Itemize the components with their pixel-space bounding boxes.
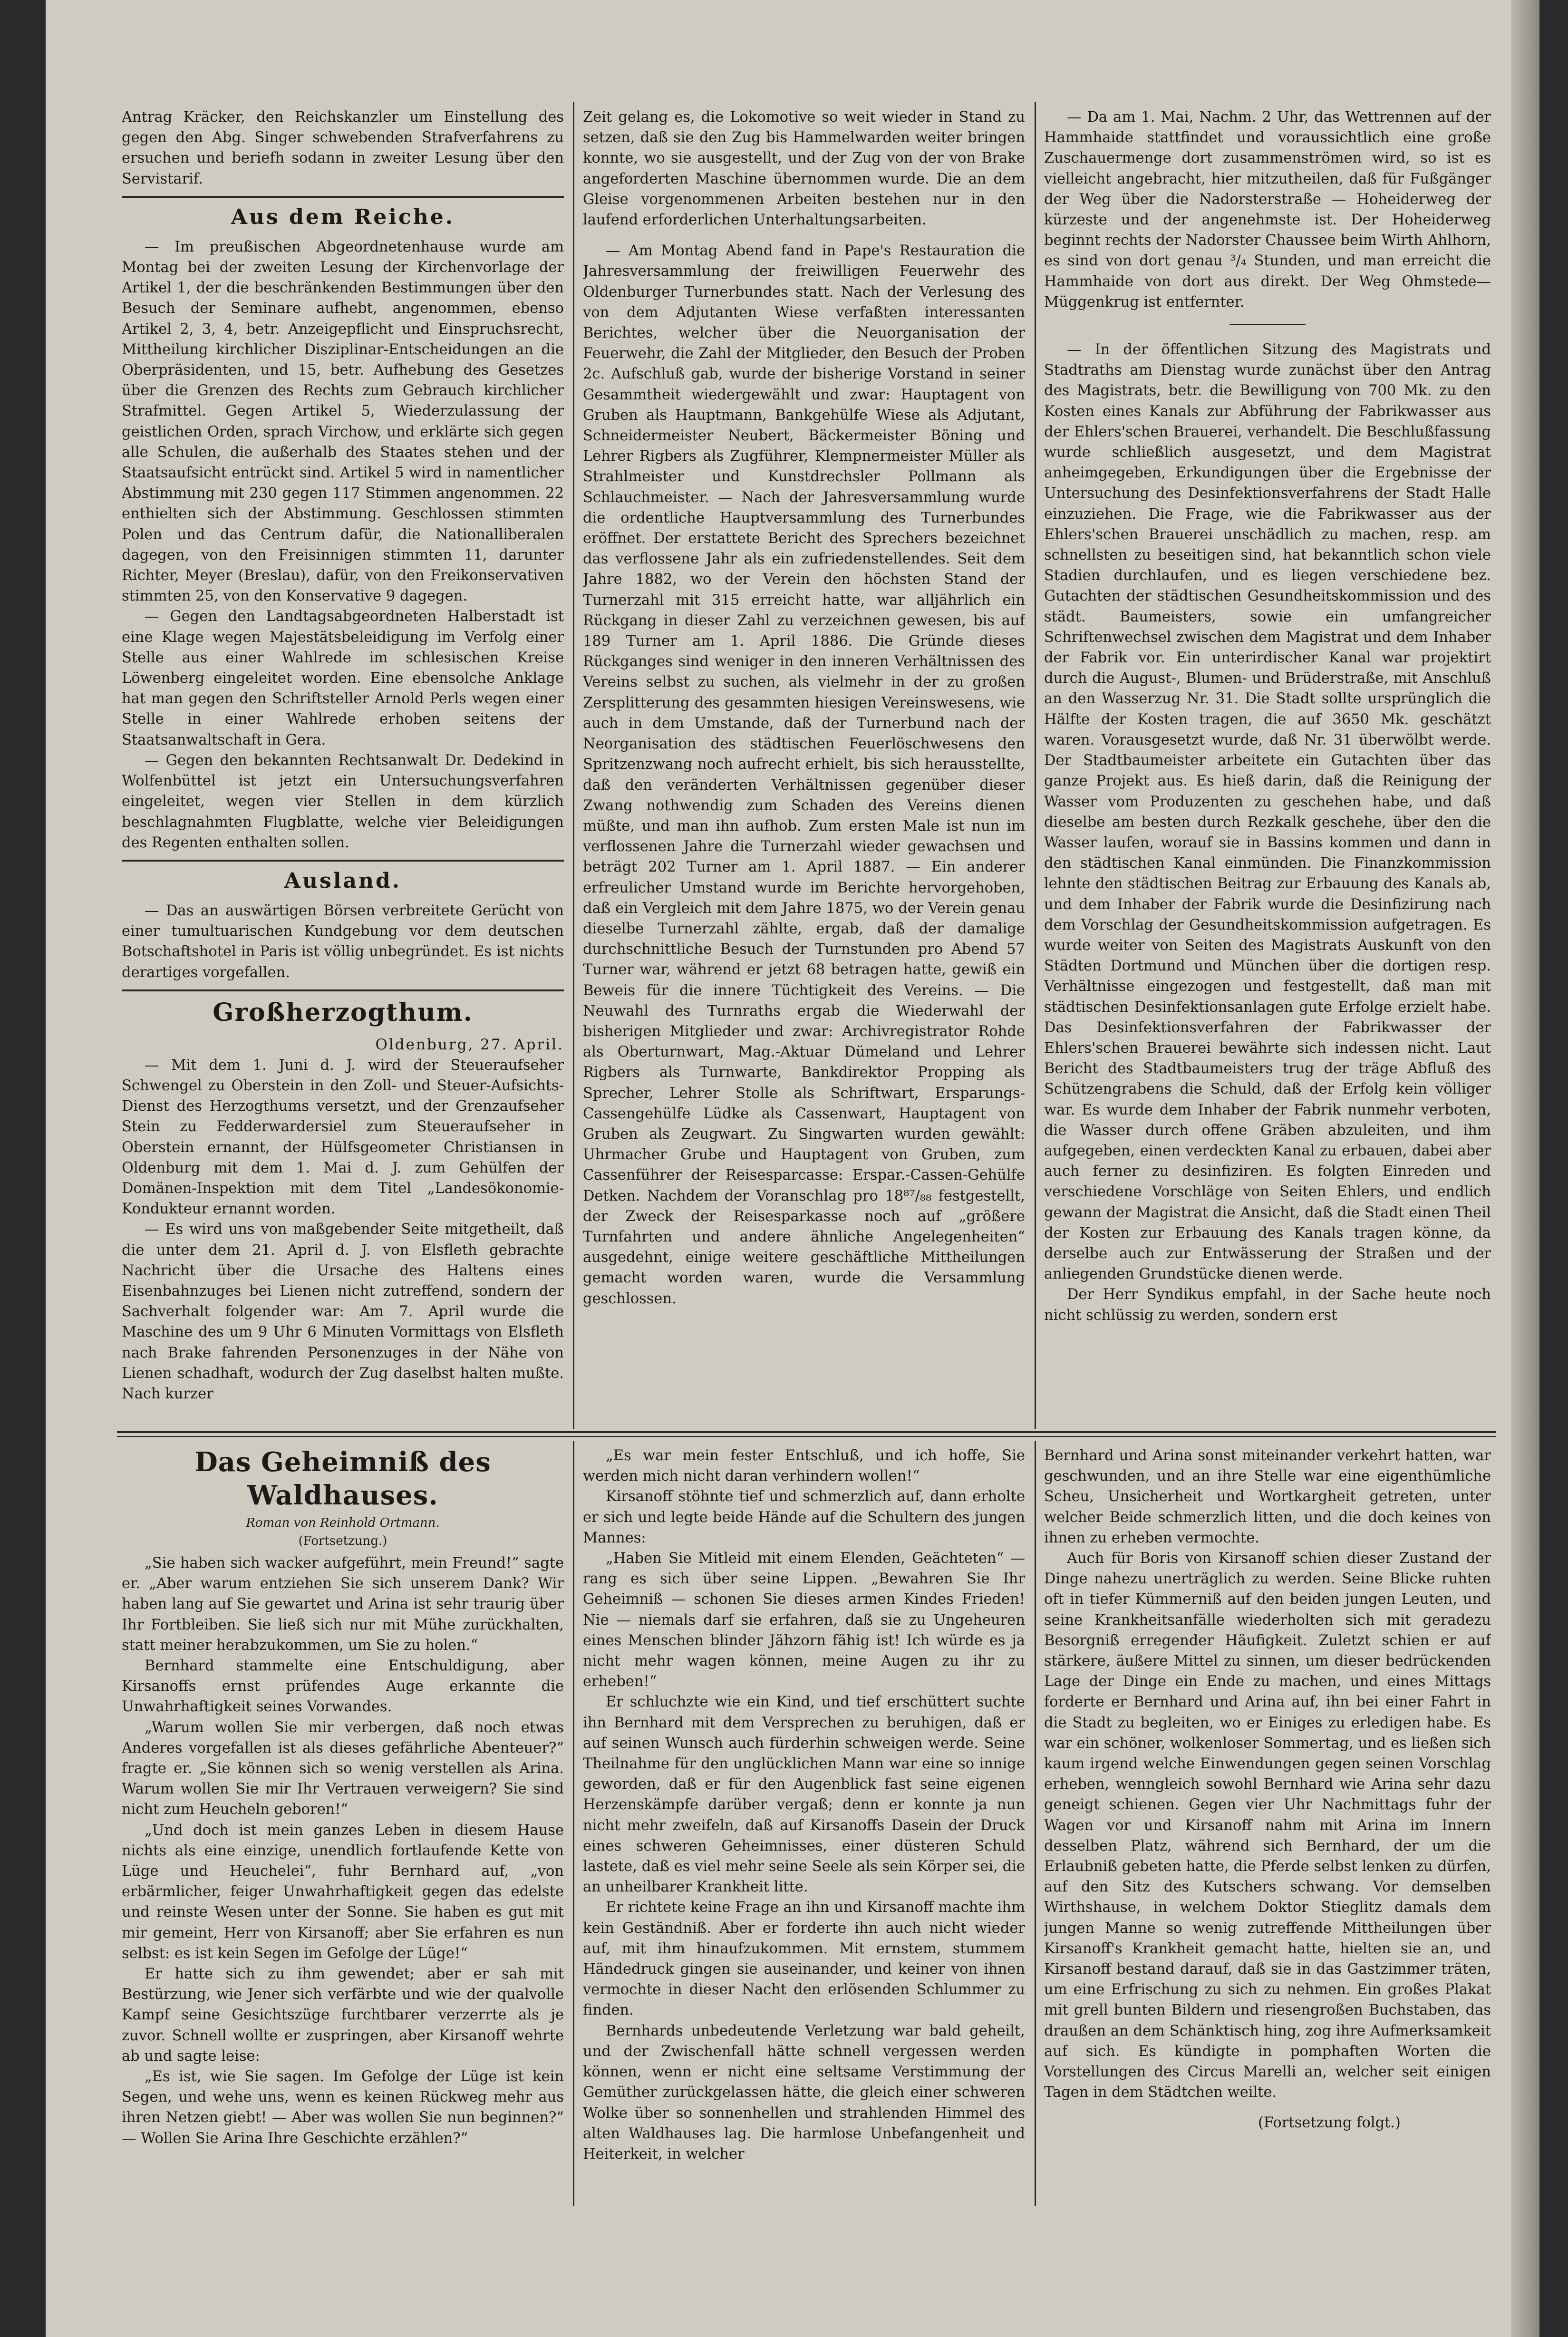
novel-title: Das Geheimniß des Waldhauses. (194, 1446, 491, 1511)
feuilleton-rule (117, 1431, 1496, 1433)
paragraph: „Und doch ist mein ganzes Leben in diesem Hause nichts als eine einzige, unendlich fortlaufende Kette von Lüge und Heuchelei“, fuhr Bernhard auf, „von erbärmlicher, feiger Unwahrhaftigkeit gegen das edelste und reinste Wesen unter der Sonne. Sie haben es gut mit mir gemeint, Herr von Kirsanoff; aber Sie erfahren es nun selbst: es ist kein Segen im Gefolge der Lüge!“ (122, 1822, 564, 1962)
paragraph: „Es war mein fester Entschluß, und ich hoffe, Sie werden mich nicht daran verhindern wollen!“ (583, 1447, 1025, 1485)
page-edge (1511, 0, 1539, 2337)
column-right-top (1044, 107, 1491, 1426)
paragraph: — Da am 1. Mai, Nachm. 2 Uhr, das Wettrennen auf der Hammhaide stattfindet und voraussichtlich eine große Zuschauermenge dort zusammenströmen wird, so ist es vielleicht angebracht, hier mitzutheilen, daß für Fußgänger der Weg über die Nadorsterstraße — Hoheiderweg der kürzeste und der angenehmste ist. Der Hoheiderweg beginnt rechts der Nadorster Chaussee beim Wirth Ahlhorn, es sind von dort genau ³/₄ Stunden, und man erreicht die Hammhaide von dort aus direkt. Der Weg Ohmstede—Müggenkrug ist entfernter. (1044, 109, 1491, 310)
paragraph: — Gegen den bekannten Rechtsanwalt Dr. Dedekind in Wolfenbüttel ist jetzt ein Untersuchungsverfahren eingeleitet, wegen vier Stellen in dem kürzlich beschlagnahmten Flugblatte, welche vier Beleidigungen des Regenten enthalten sollen. (122, 752, 564, 851)
column-rule (1035, 102, 1036, 1429)
column-left-top (122, 107, 564, 1426)
paragraph: „Es ist, wie Sie sagen. Im Gefolge der Lüge ist kein Segen, und wehe uns, wenn es keinen Rückweg mehr aus ihren Netzen giebt! — Aber was wollen Sie nun beginnen?“ — Wollen Sie Arina Ihre Geschichte erzählen?“ (122, 2068, 564, 2147)
paragraph: — Im preußischen Abgeordnetenhause wurde am Montag bei der zweiten Lesung der Kirchenvorlage der Artikel 1, der die beschränkenden Bestimmungen über den Besuch der Seminare aufhebt, angenommen, ebenso Artikel 2, 3, 4, betr. Anzeigepflicht und Einspruchsrecht, Mittheilung kirchlicher Disziplinar-Entscheidungen an die Oberpräsidenten, und 15, betr. Aufhebung des Gesetzes über die Grenzen des Rechts zum Gebrauch kirchlicher Strafmittel. Gegen Artikel 5, Wiederzulassung der geistlichen Orden, sprach Virchow, und erklärte sich gegen alle Schulen, die außerhalb des Staates stehen und der Staatsaufsicht entrückt sind. Artikel 5 wird in namentlicher Abstimmung mit 230 gegen 117 Stimmen angenommen. 22 enthielten sich der Abstimmung. Geschlossen stimmten Polen und das Centrum dafür, die Nationalliberalen dagegen, von den Freisinnigen stimmten 11, darunter Richter, Meyer (Breslau), dafür, von den Freikonservativen stimmten 25, von den Konservative 9 dagegen. (122, 238, 564, 605)
section-heading-reich: Aus dem Reiche. (231, 204, 455, 229)
section-divider (122, 196, 564, 198)
feuilleton-column-right (1044, 1445, 1491, 2206)
feuilleton-rule-thin (117, 1436, 1496, 1437)
paragraph: Bernhards unbedeutende Verletzung war bald geheilt, und der Zwischenfall hätte schnell vergessen werden können, wenn er nicht eine seltsame Verstimmung der Gemüther zurückgelassen hätte, die gleich einer schweren Wolke über so sonnenhellen und strahlenden Himmel des alten Waldhauses lag. Die harmlose Unbefangenheit und Heiterkeit, in welcher (583, 2022, 1025, 2162)
dateline: Oldenburg, 27. April. (375, 1036, 564, 1053)
paragraph: — Es wird uns von maßgebender Seite mitgetheilt, daß die unter dem 21. April d. J. von Elsfleth gebrachte Nachricht über die Ursache des Haltens eines Eisenbahnzuges bei Lienen nicht zutreffend, sondern der Sachverhalt folgender war: Am 7. April wurde die Maschine des um 9 Uhr 6 Minuten Vormittags von Elsfleth nach Brake fahrenden Personenzuges in der Nähe von Lienen schadhaft, wodurch der Zug daselbst halten mußte. Nach kurzer (122, 1221, 564, 1402)
paragraph: — In der öffentlichen Sitzung des Magistrats und Stadtraths am Dienstag wurde zunächst über den Antrag des Magistrats, betr. die Bewilligung von 700 Mk. zu den Kosten eines Kanals zur Abführung der Fabrikwasser aus der Ehlers'schen Brauerei, verhandelt. Die Beschlußfassung wurde schließlich ausgesetzt, und dem Magistrat anheimgegeben, Erkundigungen über die Ergebnisse der Untersuchung des Desinfektionsverfahrens der Stadt Halle einzuziehen. Die Frage, wie die Fabrikwasser aus der Ehlers'schen Brauerei unschädlich zu machen, resp. am schnellsten zu beseitigen sind, hat bekanntlich schon viele Stadien durchlaufen, und es liegen verschiedene bez. Gutachten der städtischen Gesundheitskommission und des städt. Baumeisters, sowie ein umfangreicher Schriftenwechsel zwischen dem Magistrat und dem Inhaber der Fabrik vor. Ein unterirdischer Kanal war projektirt durch die August-, Blumen- und Brüderstraße, mit Anschluß an den Wasserzug Nr. 31. Die Stadt sollte ursprünglich die Hälfte der Kosten tragen, die auf 3650 Mk. geschätzt waren. Vorausgesetzt wurde, daß Nr. 31 überwölbt werde. Der Stadtbaumeister arbeitete ein Gutachten über das ganze Projekt aus. Es hieß darin, daß die Reinigung der Wasser vom Produzenten zu geschehen habe, und daß dieselbe am besten durch Rezkalk geschehe, über den die Wasser laufen, worauf sie in Bassins kommen und dann in den städtischen Kanal einmünden. Die Finanzkommission lehnte den städtischen Beitrag zur Erbauung des Kanals ab, und dem Inhaber der Fabrik wurde die Desinfizirung nach dem Vorschlag der Gesundheitskommission aufgetragen. Es wurde weiter von Seiten des Magistrats Auskunft von den Städten Dortmund und München über die dortigen resp. Verhältnisse eingezogen und festgestellt, daß man mit städtischen Desinfektionsanlagen gute Erfolge erzielt habe. Das Desinfektionsverfahren der Fabrikwasser der Ehlers'schen Brauerei bewährte sich indessen nicht. Laut Bericht des Stadtbaumeisters trug der träge Abfluß des Schützengrabens die Schuld, daß der Erfolg kein völliger war. Es wurde dem Inhaber der Fabrik nunmehr verboten, die Wasser durch offene Gräben abzuleiten, und ihm aufgegeben, einen verdeckten Kanal zu erbauen, dabei aber auch ferner zu desinfiziren. Es folgten Einreden und verschiedene Vorschläge von Seiten Ehlers, und endlich gewann der Magistrat die Ansicht, daß die Stadt einen Theil der Kosten zur Erbauung des Kanals tragen könne, da derselbe auch zur Entwässerung der Straßen und der anliegenden Grundstücke dienen werde. (1044, 341, 1491, 1283)
paragraph: Der Herr Syndikus empfahl, in der Sache heute noch nicht schlüssig zu werden, sondern erst (1044, 1286, 1491, 1324)
column-middle-top (583, 107, 1025, 1426)
column-rule (573, 1441, 574, 2206)
short-divider (1229, 324, 1306, 325)
paragraph: „Haben Sie Mitleid mit einem Elenden, Geächteten“ — rang es sich über seine Lippen. „Bewahren Sie Ihr Geheimniß — schonen Sie dieses armen Kindes Frieden! Nie — niemals darf sie erfahren, daß sie zu Ungeheuren eines Menschen blinder Jähzorn fähig ist! Ich würde es ja nicht mehr wagen können, meine Augen zu ihr zu erheben!“ (583, 1550, 1025, 1690)
paragraph: Kirsanoff stöhnte tief und schmerzlich auf, dann erholte er sich und legte beide Hände auf die Schultern des jungen Mannes: (583, 1488, 1025, 1546)
byline: Roman von Reinhold Ortmann. (246, 1516, 440, 1530)
section-heading-ausland: Ausland. (284, 868, 402, 893)
paragraph: — Das an auswärtigen Börsen verbreitete Gerücht von einer tumultuarischen Kundgebung vor dem deutschen Botschaftshotel in Paris ist völlig unbegründet. Es ist nichts derartiges vorgefallen. (122, 902, 564, 981)
paragraph: „Sie haben sich wacker aufgeführt, mein Freund!“ sagte er. „Aber warum entziehen Sie sich unserem Dank? Wir haben lang auf Sie gewartet und Arina ist sehr traurig über Ihr Fortbleiben. Sie ließ sich nur mit Mühe zurückhalten, statt meiner herabzukommen, um Sie zu holen.“ (122, 1555, 564, 1654)
paragraph: — Mit dem 1. Juni d. J. wird der Steueraufseher Schwengel zu Oberstein in den Zoll- und Steuer-Aufsichts-Dienst des Herzogthums versetzt, und der Grenzaufseher Stein zu Fedderwardersiel zum Steueraufseher in Oberstein ernannt, der Hülfsgeometer Christiansen in Oldenburg mit dem 1. Mai d. J. zum Gehülfen der Domänen-Inspektion mit dem Titel „Landesökonomie-Kondukteur ernannt worden. (122, 1057, 564, 1218)
paragraph: Auch für Boris von Kirsanoff schien dieser Zustand der Dinge nahezu unerträglich zu werden. Seine Blicke ruhten oft in tiefer Kümmerniß auf den beiden jungen Leuten, und seine Krankheitsanfälle wiederholten sich mit geradezu Besorgniß erregender Häufigkeit. Zuletzt schien er auf stärkere, äußere Mittel zu sinnen, um dieser bedrückenden Lage der Dinge ein Ende zu machen, und eines Mittags forderte er Bernhard und Arina auf, ihn bei einer Fahrt in die Stadt zu begleiten, wo er Einiges zu erledigen habe. Es war ein schöner, wolkenloser Sommertag, und es ließen sich kaum irgend welche Einwendungen gegen seinen Vorschlag erheben, wenngleich sowohl Bernhard wie Arina sehr dazu geneigt schienen. Gegen vier Uhr Nachmittags fuhr der Wagen vor und Kirsanoff nahm mit Arina im Innern desselben Platz, während sich Bernhard, der um die Erlaubniß gebeten hatte, die Pferde selbst lenken zu dürfen, auf den Sitz des Kutschers schwang. Vor demselben Wirthshause, in welchem Doktor Stieglitz damals dem jungen Manne so wenig zutreffende Mittheilungen über Kirsanoff's Krankheit gemacht hatte, hielten sie an, und Kirsanoff bestand darauf, daß sie in das Gastzimmer träten, um eine Erfrischung zu sich zu nehmen. Ein großes Plakat mit grell bunten Bildern und riesengroßen Buchstaben, das draußen an dem Schänktisch hing, zog ihre Aufmerksamkeit auf sich. Es kündigte in pomphaften Worten die Vorstellungen des Circus Marelli an, welcher seit einigen Tagen in dem Städtchen weilte. (1044, 1550, 1491, 2101)
paragraph: Bernhard stammelte eine Entschuldigung, aber Kirsanoffs ernst prüfendes Auge erkannte die Unwahrhaftigkeit seines Vorwandes. (122, 1658, 564, 1716)
continued-label: (Fortsetzung.) (298, 1534, 387, 1548)
paragraph: Zeit gelang es, die Lokomotive so weit wieder in Stand zu setzen, daß sie den Zug bis Hammelwarden weiter bringen konnte, wo sie ausgestellt, und der Zug von der von Brake angeforderten Maschine übernommen wurde. Die an dem Gleise vorgenommenen Arbeiten bestehen nur in den laufend erforderlichen Unterhaltungsarbeiten. (583, 109, 1025, 229)
closing-note: (Fortsetzung folgt.) (1258, 2114, 1401, 2131)
lead-paragraph: Antrag Kräcker, den Reichskanzler um Einstellung des gegen den Abg. Singer schwebenden Strafverfahrens zu ersuchen und beriefh sodann in zweiter Lesung über den Servistarif. (122, 109, 564, 187)
paragraph: „Warum wollen Sie mir verbergen, daß noch etwas Anderes vorgefallen ist als dieses gefährliche Abenteuer?“ fragte er. „Sie können sich so wenig verstellen als Arina. Warum wollen Sie mir Ihr Vertrauen verweigern? Sie sind nicht zum Heucheln geboren!“ (122, 1719, 564, 1818)
paragraph: Er hatte sich zu ihm gewendet; aber er sah mit Bestürzung, wie Jener sich verfärbte und wie der qualvolle Kampf seine Gesichtszüge furchtbarer verzerrte als je zuvor. Schnell wollte er zuspringen, aber Kirsanoff wehrte ab und sagte leise: (122, 1966, 564, 2065)
section-divider (122, 989, 564, 991)
newspaper-page (46, 0, 1539, 2337)
section-divider (122, 860, 564, 862)
paragraph: Er richtete keine Frage an ihn und Kirsanoff machte ihm kein Geständniß. Aber er forderte ihn auch nicht wieder auf, mit ihm hinaufzukommen. Mit ernstem, stummem Händedruck gingen sie auseinander, und keiner von ihnen vermochte in dieser Nacht den erlösenden Schlummer zu finden. (583, 1899, 1025, 2019)
column-rule (1035, 1441, 1036, 2206)
column-rule (573, 102, 574, 1429)
paragraph: Er schluchzte wie ein Kind, und tief erschüttert suchte ihn Bernhard mit dem Versprechen zu beruhigen, daß er auf seinen Wunsch auch fürderhin schweigen werde. Seine Theilnahme für den unglücklichen Mann war eine so innige geworden, daß er für den Augenblick fast seine eigenen Herzenskämpfe darüber vergaß; denn er konnte ja nun nicht mehr zweifeln, daß auf Kirsanoffs Dasein der Druck eines schweren Geheimnisses, einer düsteren Schuld lastete, daß es viel mehr seine Seele als sein Körper sei, die an unheilbarer Krankheit litte. (583, 1694, 1025, 1896)
paragraph: Bernhard und Arina sonst miteinander verkehrt hatten, war geschwunden, und an ihre Stelle war eine eigenthümliche Scheu, Unsicherheit und Wortkargheit getreten, unter welcher Beide schmerzlich litten, und die doch keines von ihnen zu erheben vermochte. (1044, 1447, 1491, 1546)
feuilleton-column-left (122, 1445, 564, 2206)
section-heading-grossherzogthum: Großherzogthum. (213, 998, 473, 1027)
paragraph: — Am Montag Abend fand in Pape's Restauration die Jahresversammlung der freiwilligen Feuerwehr des Oldenburger Turnerbundes statt. Nach der Verlesung des von dem Adjutanten Wiese verfaßten interessanten Berichtes, welcher über die Neuorganisation der Feuerwehr, die Zahl der Mitglieder, den Besuch der Proben 2c. Aufschluß gab, wurde der bisherige Vorstand in seiner Gesammtheit wiedergewählt und zwar: Hauptagent von Gruben als Hauptmann, Bankgehülfe Wiese als Adjutant, Schneidermeister Neubert, Bäckermeister Böning und Lehrer Rigbers als Zugführer, Klempnermeister Müller als Strahlmeister und Kunstdrechsler Pollmann als Schlauchmeister. — Nach der Jahresversammlung wurde die ordentliche Hauptversammlung des Turnerbundes eröffnet. Der erstattete Bericht des Sprechers bezeichnet das verflossene Jahr als ein zufriedenstellendes. Seit dem Jahre 1882, wo der Verein den höchsten Stand der Turnerzahl mit 315 erreicht hatte, war alljährlich ein Rückgang in dieser Zahl zu verzeichnen gewesen, bis auf 189 Turner am 1. April 1886. Die Gründe dieses Rückganges sind weniger in den inneren Verhältnissen des Vereins selbst zu suchen, als vielmehr in der zu großen Zersplitterung des gesammten hiesigen Vereinswesens, wie auch in dem Umstande, daß der Turnerbund nach der Neorganisation des städtischen Feuerlöschwesens den Spritzenzwang noch aufrecht erhielt, bis sich herausstellte, daß den veränderten Verhältnissen gegenüber dieser Zwang nothwendig zum Schaden des Vereins dienen müßte, und man ihn aufhob. Zum ersten Male ist nun im verflossenen Jahre die Turnerzahl wieder gewachsen und beträgt 202 Turner am 1. April 1887. — Ein anderer erfreulicher Umstand wurde im Berichte hervorgehoben, daß ein Vergleich mit dem Jahre 1875, wo der Verein genau dieselbe Turnerzahl zählte, ergab, daß der damalige durchschnittliche Besuch der Turnstunden pro Abend 57 Turner war, während er jetzt 68 betragen hatte, gewiß ein Beweis für die innere Tüchtigkeit des Vereins. — Die Neuwahl des Turnraths ergab die Wiederwahl der bisherigen Mitglieder und zwar: Archivregistrator Rohde als Oberturnwart, Mag.-Aktuar Dümeland und Lehrer Rigbers als Turnwarte, Bankdirektor Propping als Sprecher, Lehrer Stolle als Schriftwart, Ersparungs-Cassengehülfe Lüdke als Cassenwart, Hauptagent von Gruben als Zeugwart. Zu Singwarten wurden gewählt: Uhrmacher Grube und Hauptagent von Gruben, zum Cassenführer der Reisesparcasse: Erspar.-Cassen-Gehülfe Detken. Nachdem der Voranschlag pro 18⁸⁷/₈₈ festgestellt, der Zweck der Reisesparkasse noch auf „größere Turnfahrten und andere ähnliche Angelegenheiten“ ausgedehnt, einige weitere geschäftliche Mittheilungen gemacht worden waren, wurde die Versammlung geschlossen. (583, 242, 1025, 1307)
feuilleton-column-middle (583, 1445, 1025, 2206)
paragraph: — Gegen den Landtagsabgeordneten Halberstadt ist eine Klage wegen Majestätsbeleidigung im Verfolg einer Stelle aus einer Wahlrede im schlesischen Kreise Löwenberg eingeleitet worden. Eine ebensolche Anklage hat man gegen den Schriftsteller Arnold Perls wegen einer Stelle in einer Wahlrede erhoben seitens der Staatsanwaltschaft in Gera. (122, 608, 564, 748)
